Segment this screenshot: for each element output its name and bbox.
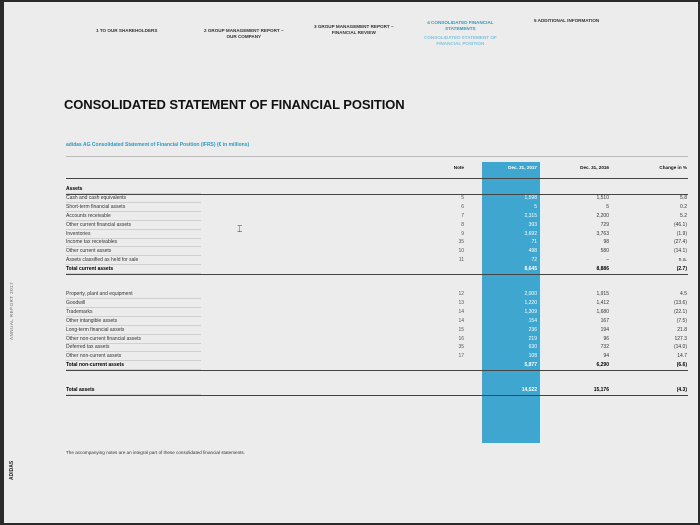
row-current-year: 393 bbox=[528, 221, 537, 228]
table-row bbox=[4, 247, 698, 255]
row-label: Total assets bbox=[66, 386, 201, 395]
row-prior-year: 580 bbox=[600, 248, 609, 255]
row-prior-year: 194 bbox=[600, 326, 609, 333]
row-change: (46.1) bbox=[673, 221, 687, 228]
row-current-year: 1,309 bbox=[524, 308, 537, 315]
row-change: (6.6) bbox=[676, 362, 687, 369]
row-prior-year: 1,915 bbox=[596, 291, 609, 297]
row-current-year: 1,598 bbox=[524, 194, 537, 201]
row-note: 15 bbox=[458, 326, 464, 333]
footnote: The accompanying notes are an integral part of these consolidated financial statements. bbox=[66, 450, 246, 455]
table-spacer bbox=[4, 274, 698, 282]
header-rule bbox=[66, 178, 688, 179]
table-row bbox=[4, 256, 698, 264]
table-total-row bbox=[4, 386, 698, 394]
side-brand-logo: ADIDAS bbox=[9, 460, 15, 480]
row-change: (27.4) bbox=[673, 239, 687, 246]
row-note: 17 bbox=[458, 353, 464, 360]
header-current-year: Dec. 31, 2017 bbox=[508, 165, 537, 170]
row-label: Total non-current assets bbox=[66, 361, 201, 370]
row-prior-year: 98 bbox=[603, 239, 609, 246]
table-row bbox=[4, 352, 698, 360]
row-current-year: 1,220 bbox=[524, 299, 537, 306]
row-label: Other non-current financial assets bbox=[66, 335, 201, 344]
table-total-row bbox=[4, 185, 698, 193]
table-row bbox=[4, 290, 698, 298]
row-change: 127.3 bbox=[674, 335, 687, 342]
row-note: 35 bbox=[458, 239, 464, 246]
row-prior-year: 167 bbox=[600, 317, 609, 324]
row-label: Short-term financial assets bbox=[66, 203, 201, 212]
row-prior-year: 1,510 bbox=[596, 194, 609, 201]
row-change: (22.1) bbox=[673, 308, 687, 315]
row-prior-year: 2,200 bbox=[596, 212, 609, 219]
table-spacer bbox=[4, 370, 698, 378]
table-row bbox=[4, 221, 698, 229]
table-row bbox=[4, 335, 698, 343]
row-label: Assets classified as held for sale bbox=[66, 256, 201, 265]
row-note: 14 bbox=[458, 317, 464, 324]
row-change: n.a. bbox=[678, 257, 687, 264]
total-rule bbox=[66, 395, 688, 396]
row-label: Goodwill bbox=[66, 299, 201, 308]
table-row bbox=[4, 299, 698, 307]
row-change: (2.7) bbox=[676, 266, 687, 273]
row-current-year: 2,000 bbox=[524, 291, 537, 297]
row-current-year: 14,522 bbox=[521, 387, 537, 394]
row-change: (13.6) bbox=[673, 299, 687, 306]
row-label: Deferred tax assets bbox=[66, 343, 201, 352]
row-current-year: 498 bbox=[528, 248, 537, 255]
row-label: Accounts receivable bbox=[66, 212, 201, 221]
row-note: 10 bbox=[458, 248, 464, 255]
table-row bbox=[4, 194, 698, 202]
table-total-row bbox=[4, 265, 698, 273]
header-prior-year: Dec. 31, 2016 bbox=[580, 165, 609, 170]
nav-item-financial-statements[interactable]: 4 CONSOLIDATED FINANCIAL STATEMENTS CONSOLIDATED STATEMENT OF FINANCIAL POSITION bbox=[424, 20, 497, 46]
row-label: Long-term financial assets bbox=[66, 326, 201, 335]
row-change: (14.0) bbox=[673, 344, 687, 351]
row-label: Total current assets bbox=[66, 265, 201, 274]
row-prior-year: 94 bbox=[603, 353, 609, 360]
row-note: 35 bbox=[458, 344, 464, 351]
row-change: 5.8 bbox=[680, 194, 687, 201]
row-note: 7 bbox=[461, 212, 464, 219]
row-prior-year: 3,763 bbox=[596, 230, 609, 237]
row-current-year: 71 bbox=[531, 239, 537, 246]
row-label: Cash and cash equivalents bbox=[66, 194, 201, 203]
row-prior-year: 8,886 bbox=[596, 266, 609, 273]
row-prior-year: 6,290 bbox=[596, 362, 609, 369]
row-note: 8 bbox=[461, 221, 464, 228]
row-note: 12 bbox=[458, 291, 464, 297]
row-label: Other current assets bbox=[66, 247, 201, 256]
header-note: Note bbox=[453, 165, 464, 170]
table-row bbox=[4, 317, 698, 325]
row-label: Income tax receivables bbox=[66, 238, 201, 247]
table-row bbox=[4, 212, 698, 220]
nav-item-additional-information[interactable]: 5 ADDITIONAL INFORMATION bbox=[534, 18, 600, 23]
row-label: Other non-current assets bbox=[66, 352, 201, 361]
table-row bbox=[4, 230, 698, 238]
row-current-year: 5 bbox=[534, 203, 537, 210]
table-row bbox=[4, 343, 698, 351]
row-note: 14 bbox=[458, 308, 464, 315]
row-prior-year: 5 bbox=[606, 203, 609, 210]
side-report-label: ANNUAL REPORT 2017 bbox=[9, 281, 14, 340]
row-current-year: 236 bbox=[528, 326, 537, 333]
row-change: 5.2 bbox=[680, 212, 687, 219]
row-change: (4.3) bbox=[676, 387, 687, 394]
row-current-year: 8,645 bbox=[524, 266, 537, 273]
row-prior-year: 1,412 bbox=[596, 299, 609, 306]
row-note: 11 bbox=[458, 257, 464, 264]
row-current-year: 219 bbox=[528, 335, 537, 342]
row-current-year: 630 bbox=[528, 344, 537, 351]
table-subtitle: adidas AG Consolidated Statement of Financial Position (IFRS) (€ in millions) bbox=[66, 142, 250, 148]
row-change: (1.9) bbox=[676, 230, 687, 237]
row-label: Property, plant and equipment bbox=[66, 290, 201, 299]
nav-item-financial-review[interactable]: 3 GROUP MANAGEMENT REPORT – FINANCIAL REVIEW bbox=[314, 24, 394, 35]
row-prior-year: – bbox=[606, 257, 609, 264]
subtitle-rule bbox=[66, 156, 688, 157]
table-row bbox=[4, 326, 698, 334]
row-current-year: 108 bbox=[528, 353, 537, 360]
row-change: 21.8 bbox=[677, 326, 687, 333]
table-row bbox=[4, 203, 698, 211]
table-row bbox=[4, 308, 698, 316]
row-change: (7.5) bbox=[676, 317, 687, 324]
nav-subitem-financial-position[interactable]: CONSOLIDATED STATEMENT OF FINANCIAL POSITION bbox=[424, 35, 497, 46]
row-prior-year: 1,680 bbox=[596, 308, 609, 315]
page-title: CONSOLIDATED STATEMENT OF FINANCIAL POSITION bbox=[64, 97, 405, 112]
row-current-year: 154 bbox=[528, 317, 537, 324]
header-change: Change in % bbox=[659, 165, 687, 170]
row-label: Other current financial assets bbox=[66, 221, 201, 230]
document-page bbox=[4, 2, 698, 523]
row-prior-year: 729 bbox=[600, 221, 609, 228]
row-note: 16 bbox=[458, 335, 464, 342]
row-current-year: 5,877 bbox=[524, 362, 537, 369]
row-label: Other intangible assets bbox=[66, 317, 201, 326]
nav-item-shareholders[interactable]: 1 TO OUR SHAREHOLDERS bbox=[96, 28, 158, 33]
row-label: Assets bbox=[66, 185, 201, 194]
row-change: 14.7 bbox=[677, 353, 687, 360]
row-prior-year: 732 bbox=[600, 344, 609, 351]
row-note: 13 bbox=[458, 299, 464, 306]
row-note: 6 bbox=[461, 203, 464, 210]
row-prior-year: 96 bbox=[603, 335, 609, 342]
report-navigation bbox=[4, 16, 698, 76]
table-total-row bbox=[4, 361, 698, 369]
row-current-year: 72 bbox=[531, 257, 537, 264]
row-label: Inventories bbox=[66, 230, 201, 239]
row-change: (14.1) bbox=[673, 248, 687, 255]
table-row bbox=[4, 238, 698, 246]
text-cursor-icon: ⌶ bbox=[237, 224, 243, 234]
row-current-year: 2,315 bbox=[524, 212, 537, 219]
row-change: 0.2 bbox=[680, 203, 687, 210]
row-change: 4.5 bbox=[680, 291, 687, 297]
row-prior-year: 15,176 bbox=[593, 387, 609, 394]
row-current-year: 3,692 bbox=[524, 230, 537, 237]
row-note: 5 bbox=[461, 194, 464, 201]
row-note: 9 bbox=[461, 230, 464, 237]
nav-item-our-company[interactable]: 2 GROUP MANAGEMENT REPORT – OUR COMPANY bbox=[204, 28, 284, 39]
row-label: Trademarks bbox=[66, 308, 201, 317]
